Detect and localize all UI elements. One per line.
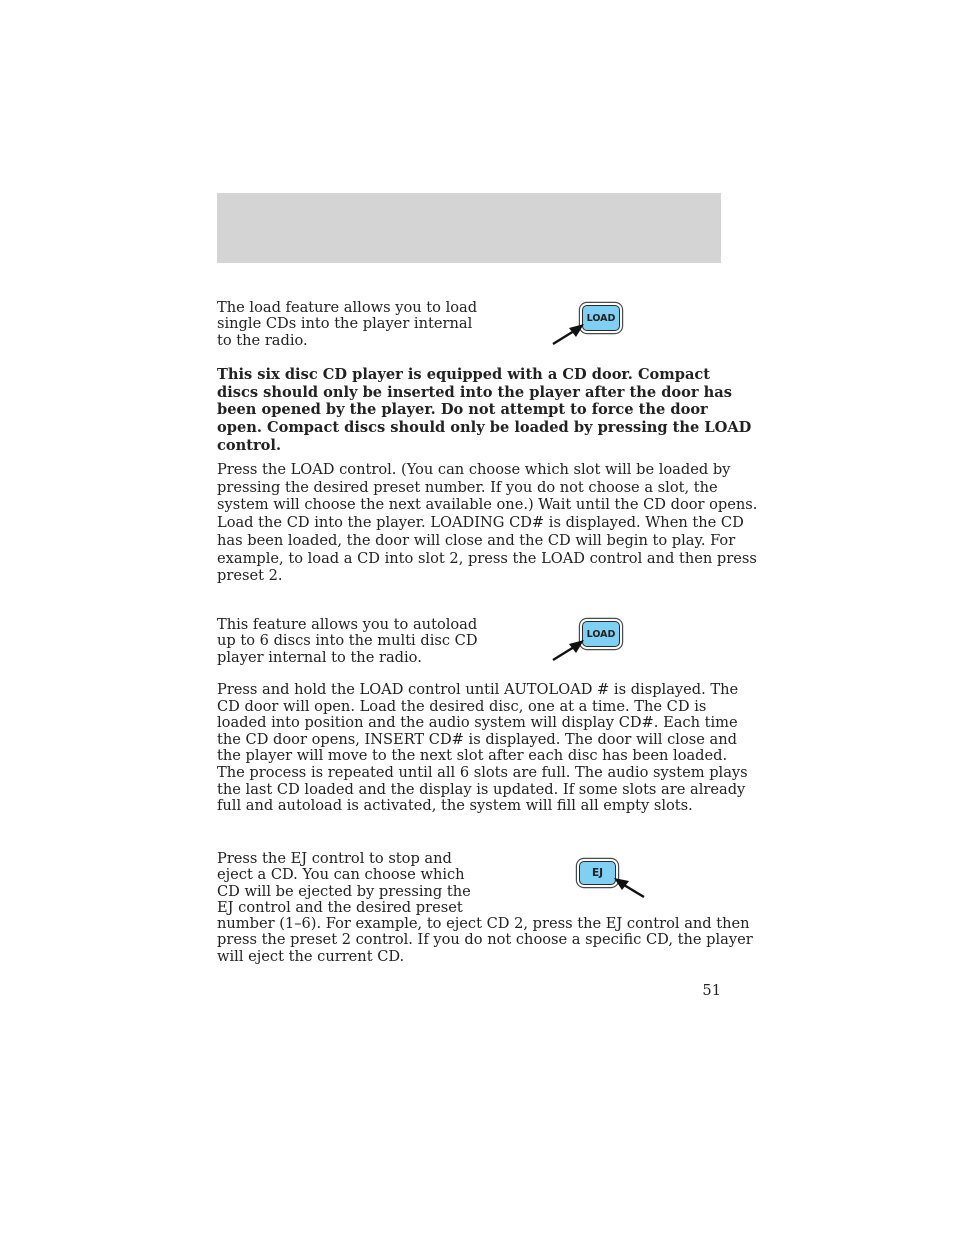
eject-button-icon: EJ: [579, 861, 616, 885]
page-number: 51: [702, 982, 721, 999]
arrow-pointer-icon: [548, 322, 588, 348]
load-body-text: Press the LOAD control. (You can choose which slot will be loaded by pressing the desired preset number. If you do not choose a slot, the system will choose the next available one.) Wait until the CD door opens. Load the CD into the player. LOADING CD# is displayed. When the CD has been loaded, the door will close and the CD will begin to play. For example, to load a CD into slot 2, press the LOAD control and then press preset 2.: [217, 461, 758, 585]
arrow-pointer-icon: [610, 876, 650, 902]
load-warning-text: This six disc CD player is equipped with a CD door. Compact discs should only be inserted into the player after the door has been opened by the player. Do not attempt to force the door open. Compact discs should only be loaded by pressing the LOAD control.: [217, 366, 752, 454]
autoload-body-text: Press and hold the LOAD control until AUTOLOAD # is displayed. The CD door will open. Load the desired disc, one at a time. The CD is loaded into position and the audio system will display CD#. Each time the CD door opens, INSERT CD# is displayed. The door will close and the player will move to the next slot after each disc has been loaded. The process is repeated until all 6 slots are full. The audio system plays the last CD loaded and the display is updated. If some slots are already full and autoload is activated, the system will fill all empty slots.: [217, 681, 748, 815]
load-button-icon: LOAD: [582, 305, 620, 331]
eject-intro-text: Press the EJ control to stop and eject a CD. You can choose which CD will be ejected by pressing the EJ control and the desired preset: [217, 850, 471, 917]
section-header-band: [217, 193, 721, 263]
load-intro-text: The load feature allows you to load single CDs into the player internal to the radio.: [217, 299, 478, 349]
autoload-intro-text: This feature allows you to autoload up to 6 discs into the multi disc CD player internal to the radio.: [217, 616, 478, 666]
eject-body-text: number (1–6). For example, to eject CD 2, press the EJ control and then press the preset 2 control. If you do not choose a specific CD, the player will eject the current CD.: [217, 915, 753, 965]
arrow-pointer-icon: [548, 638, 588, 664]
autoload-button-icon: LOAD: [582, 621, 620, 647]
